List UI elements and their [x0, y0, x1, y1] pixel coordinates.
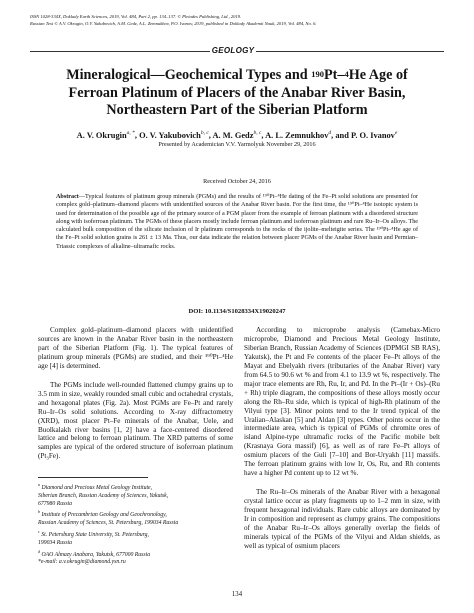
- affiliation-text: Diamond and Precious Metal Geology Institute,: [41, 484, 153, 491]
- abstract-label: Abstract: [56, 194, 79, 200]
- page-number: 134: [231, 591, 243, 598]
- journal-header-line-1: ISSN 1028-334X, Doklady Earth Sciences, 2019, Vol. 484, Part 2, pp. 134–137. © Pleiades Publishing, Ltd., 2019.: [30, 14, 242, 19]
- affiliation-text: Russian Academy of Sciences, St. Petersburg, 199034 Russia: [38, 520, 179, 527]
- title-part-2: Pt–: [323, 67, 345, 83]
- author-3: A. M. Gedz: [212, 130, 254, 140]
- title-part-1: Mineralogical—Geochemical Types and: [66, 67, 312, 83]
- author-2: O. V. Yakubovich: [139, 130, 201, 140]
- abstract-text: —Typical features of platinum group minerals (PGMs) and the results of ¹⁹⁰Pt–⁴He dating of the Fe–Pt solid solutions are presented for complex gold–platinum–diamond placers with unidentified sources of the Anabar River basin. For the first time, the ¹⁹⁰Pt–⁴He isotopic system is used for determination of the possible age of the primary source of a PGM placer from the example of ferroan platinum with a disordered structure along with isoferroan platinum. The PGMs of these placers mostly include ferroan platinum and isoferroan platinum and rare Ru–Ir–Os alloys. The calculated bulk composition of the silicate inclusion of Ir platinum corresponds to the rocks of the ijolite–melteigite series. The ¹⁹⁰Pt–⁴He age of the Fe–Pt solid solution grains is 261 ± 13 Ma. Thus, our data indicate the relation between placer PGMs of the Anabar River basin and Permian–Triassic complexes of alkaline–ultramafic rocks.: [56, 194, 418, 250]
- received-date: Received October 24, 2016: [203, 178, 271, 185]
- affiliation-line: [38, 540, 234, 548]
- affiliation-text: 199034 Russia: [38, 539, 73, 546]
- affiliation-text: Institute of Precambrian Geology and Geochronology,: [41, 512, 167, 519]
- affiliation-text: St. Petersburg State University, St. Petersburg,: [41, 531, 149, 538]
- author-4-affil: d: [328, 130, 332, 136]
- affiliation-line: [38, 528, 234, 540]
- section-label: GEOLOGY: [211, 46, 255, 55]
- affiliation-text: Siberian Branch, Russian Academy of Sciences, Yakutsk,: [38, 492, 169, 499]
- author-1: A. V. Okrugin: [76, 130, 127, 140]
- body-column-right: [244, 326, 440, 551]
- affiliation-mark: c: [38, 529, 40, 535]
- title-sup-2: 4: [344, 69, 349, 79]
- title-sup-1: 190: [311, 69, 324, 79]
- author-5-affil: e: [394, 130, 398, 136]
- affiliation-mark: d: [38, 548, 40, 554]
- body-paragraph: According to microprobe analysis (Camebax-Micro microprobe, Diamond and Precious Metal Geology Institute, Siberian Branch, Russian Academy of Sciences (DPMGI SB RAS), Yakutsk), the Pt and Fe contents of the placer Fe–Pt alloys of the Mayat and Ebelyakh rivers (tributaries of the Anabar River) vary from 64.5 to 90.6 wt % and from 4.1 to 13.9 wt %, respectively. The major trace elements are Rh, Ru, Ir, and Pd. In the Pt–(Ir + Os)–(Ru + Rh) triple diagram, the compositions of these alloys mostly occur along the Rh–Ru side, which is typical of high-Rh platinum of the Vilyui type [3]. Minor points tend to the Ir trend typical of the Uralian–Alaskan [5] and Aldan [3] types. Other points occur in the intermediate area, which is typical of PGMs of chromite ores of island Alpine-type ultramafic rocks of the Pacific mobile belt (Krasnaya Gora massif) [6], as well as of rare Fe–Pt alloys of osmium placers of the Guli [7–10] and Bor-Uryakh [11] massifs. The ferroan platinum grains with low Ir, Os, Ru, and Rh contents have a higher Pd content up to 12 wt %.: [244, 326, 440, 478]
- title-part-3: He Age of Ferroan Platinum of Placers of the Anabar River Basin, Northeastern Part of the Siberian Platform: [68, 67, 408, 119]
- affiliation-mark: b: [38, 509, 40, 515]
- abstract: [56, 193, 418, 251]
- affiliation-mark: a: [38, 482, 40, 487]
- affiliation-line: [38, 501, 234, 509]
- affiliations: [38, 481, 234, 567]
- body-paragraph: Complex gold–platinum–diamond placers with unidentified sources are known in the Anabar River basin in the northeastern part of the Siberian Platform (Fig. 1). The typical features of platinum group minerals (PGMs) are studied, and their ¹⁹⁰Pt–⁴He age [4] is determined.: [38, 326, 233, 370]
- affiliation-line: [38, 520, 234, 528]
- author-1-affil: a, *: [126, 130, 135, 136]
- doi: DOI: 10.1134/S1028334X19020247: [188, 308, 286, 315]
- journal-header-line-2: Russian Text © A.V. Okrugin, O.V. Yakubovich, A.M. Gedz, A.L. Zemnukhov, P.O. Ivanov, 2019, published in Doklady Akademii Nauk, 2019, Vol. 484, No. 6.: [30, 21, 317, 27]
- affiliation-text: OAO Almazy Anabara, Yakutsk, 677000 Russia: [41, 551, 151, 558]
- author-list: A. V. Okrugin$^{a, *}$, O. V. Yakubovich$^{b, c}$, A. M. Gedz$^{b, c}$, A. L. Zemnukhov$^d$, and P. O. Ivanov$^e$: [76, 130, 398, 140]
- corresponding-email[interactable]: [38, 559, 234, 567]
- affiliation-line: [38, 508, 234, 520]
- author-conjunction: and: [335, 130, 349, 140]
- affiliation-line: [38, 548, 234, 560]
- email-text[interactable]: *e-mail: a.v.okrugin@diamond.ysn.ru: [38, 559, 126, 566]
- author-3-affil: b, c: [253, 130, 262, 136]
- author-4: A. L. Zemnukhov: [265, 130, 329, 140]
- affiliation-line: [38, 493, 234, 501]
- affiliation-text: 677980 Russia: [38, 500, 73, 507]
- journal-header: [30, 13, 450, 27]
- body-column-left: [38, 326, 233, 461]
- affiliation-line: [38, 481, 234, 493]
- body-paragraph: The Ru–Ir–Os minerals of the Anabar River with a hexagonal crystal lattice occur as platy fragments up to 1–2 mm in size, with frequent hexagonal individuals. Rare cubic alloys are dominated by Ir in composition and represent as clumpy grains. The compositions of the Anabar Ru–Ir–Os alloys generally overlap the fields of minerals typical of the PGMs of the Vilyui and Aldan shields, as well as typical of osmium placers: [244, 488, 440, 550]
- article-title: [42, 67, 432, 120]
- body-paragraph: The PGMs include well-rounded flattened clumpy grains up to 3.5 mm in size, weakly rounded small cubic and octahedral crystals, and hexagonal plates (Fig. 2a). Most PGMs are Fe–Pt and rarely Ru–Ir–Os solid solutions. According to X-ray diffractometry (XRD), most placer Pt–Fe minerals of the Anabar, Uele, and Buolkalakh river basins [1, 2] have a face-centered disordered lattice and belong to ferroan platinum. The XRD patterns of some samples are typical of the ordered structure of isoferroan platinum (Pt₃Fe).: [38, 380, 233, 461]
- presented-by: Presented by Academician V.V. Yarmolyuk November 29, 2016: [158, 141, 316, 148]
- author-2-affil: b, c: [200, 130, 209, 136]
- author-5: P. O. Ivanov: [350, 130, 395, 140]
- footnote-rule: [38, 477, 148, 478]
